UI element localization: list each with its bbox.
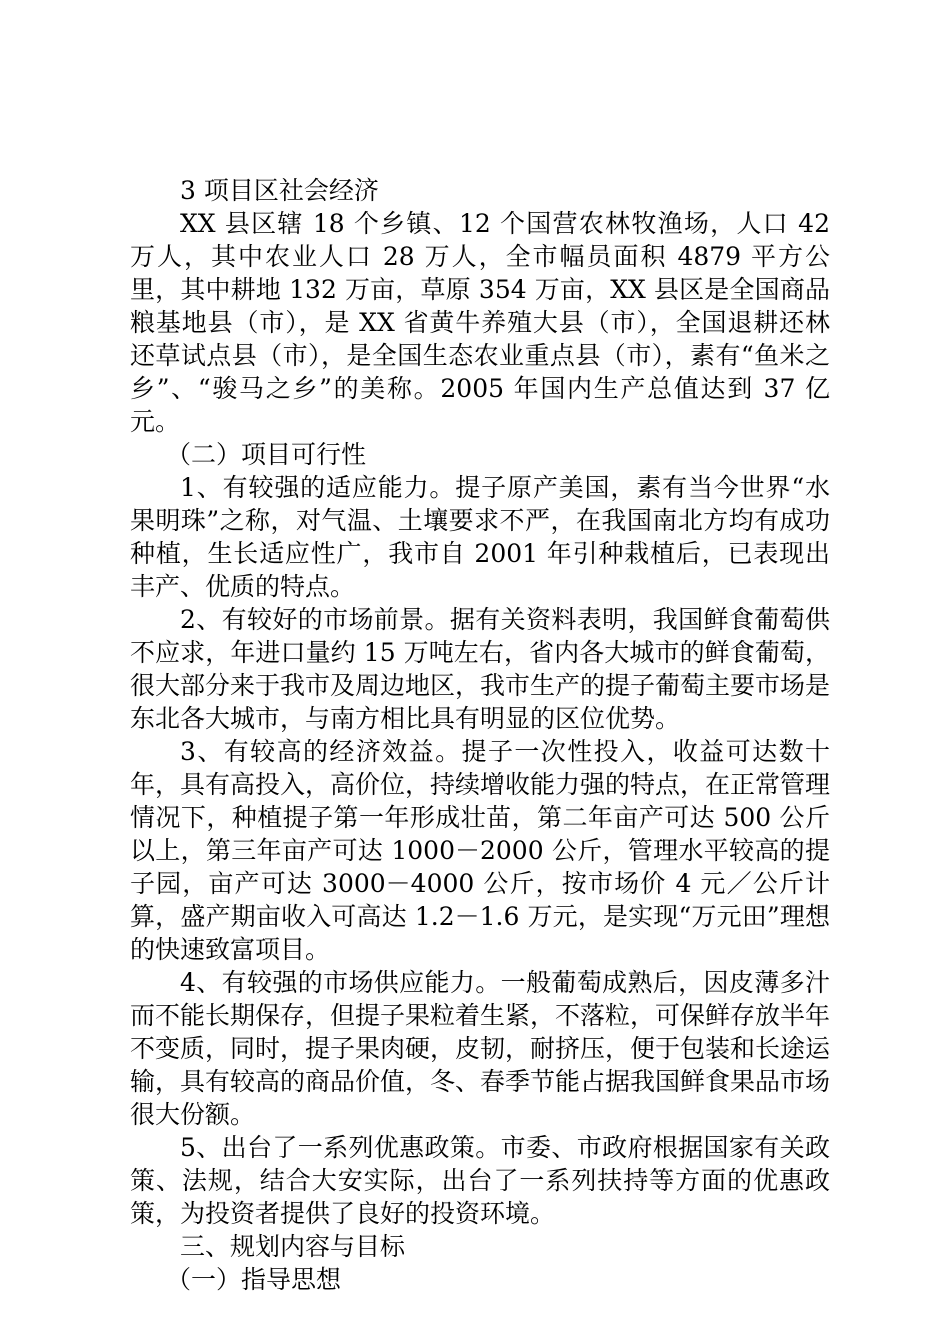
paragraph-adaptability: 1、有较强的适应能力。提子原产美国，素有当今世界“水果明珠”之称，对气温、土壤要求不严，在我国南北方均有成功种植，生长适应性广，我市自 2001 年引种栽植后，已表现出丰产、优质的特点。 (130, 473, 830, 601)
paragraph-market-prospect: 2、有较好的市场前景。据有关资料表明，我国鲜食葡萄供不应求，年进口量约 15 万吨左右，省内各大城市的鲜食葡萄，很大部分来于我市及周边地区，我市生产的提子葡萄主要市场是东北各大城市，与南方相比具有明显的区位优势。 (130, 605, 831, 733)
paragraph-supply-capacity: 4、有较强的市场供应能力。一般葡萄成熟后，因皮薄多汁而不能长期保存，但提子果粒着生紧，不落粒，可保鲜存放半年不变质，同时，提子果肉硬，皮韧，耐挤压，便于包装和长途运输，具有较高的商品价值，冬、春季节能占据我国鲜食果品市场很大份额。 (130, 968, 831, 1129)
paragraph-economic-benefit: 3、有较高的经济效益。提子一次性投入，收益可达数十年，具有高投入，高价位，持续增收能力强的特点，在正常管理情况下，种植提子第一年形成壮苗，第二年亩产可达 500 公斤以上，第三年亩产可达 1000－2000 公斤，管理水平较高的提子园，亩产可达 3000－4000 公斤，按市场价 4 元／公斤计算，盛产期亩收入可高达 1.2－1.6 万元，是实现“万元田”理想的快速致富项目。 (130, 737, 831, 964)
paragraph-policy: 5、出台了一系列优惠政策。市委、市政府根据国家有关政策、法规，结合大安实际，出台了一系列扶持等方面的优惠政策，为投资者提供了良好的投资环境。 (130, 1133, 830, 1228)
document-page (130, 174, 830, 1296)
section-heading-feasibility: （二）项目可行性 (166, 440, 367, 469)
paragraph-county-overview: XX 县区辖 18 个乡镇、12 个国营农林牧渔场，人口 42 万人，其中农业人口 28 万人，全市幅员面积 4879 平方公里，其中耕地 132 万亩，草原 354 万亩，XX 县区是全国商品粮基地县（市），是 XX 省黄牛养殖大县（市），全国退耕还林还草试点县（市），是全国生态农业重点县（市），素有“鱼米之乡”、“骏马之乡”的美称。2005 年国内生产总值达到 37 亿元。 (130, 209, 830, 436)
section-heading-guiding-thought: （一）指导思想 (166, 1265, 342, 1294)
section-heading-planning: 三、规划内容与目标 (180, 1232, 406, 1261)
section-heading-social-economy: 3 项目区社会经济 (180, 176, 379, 205)
